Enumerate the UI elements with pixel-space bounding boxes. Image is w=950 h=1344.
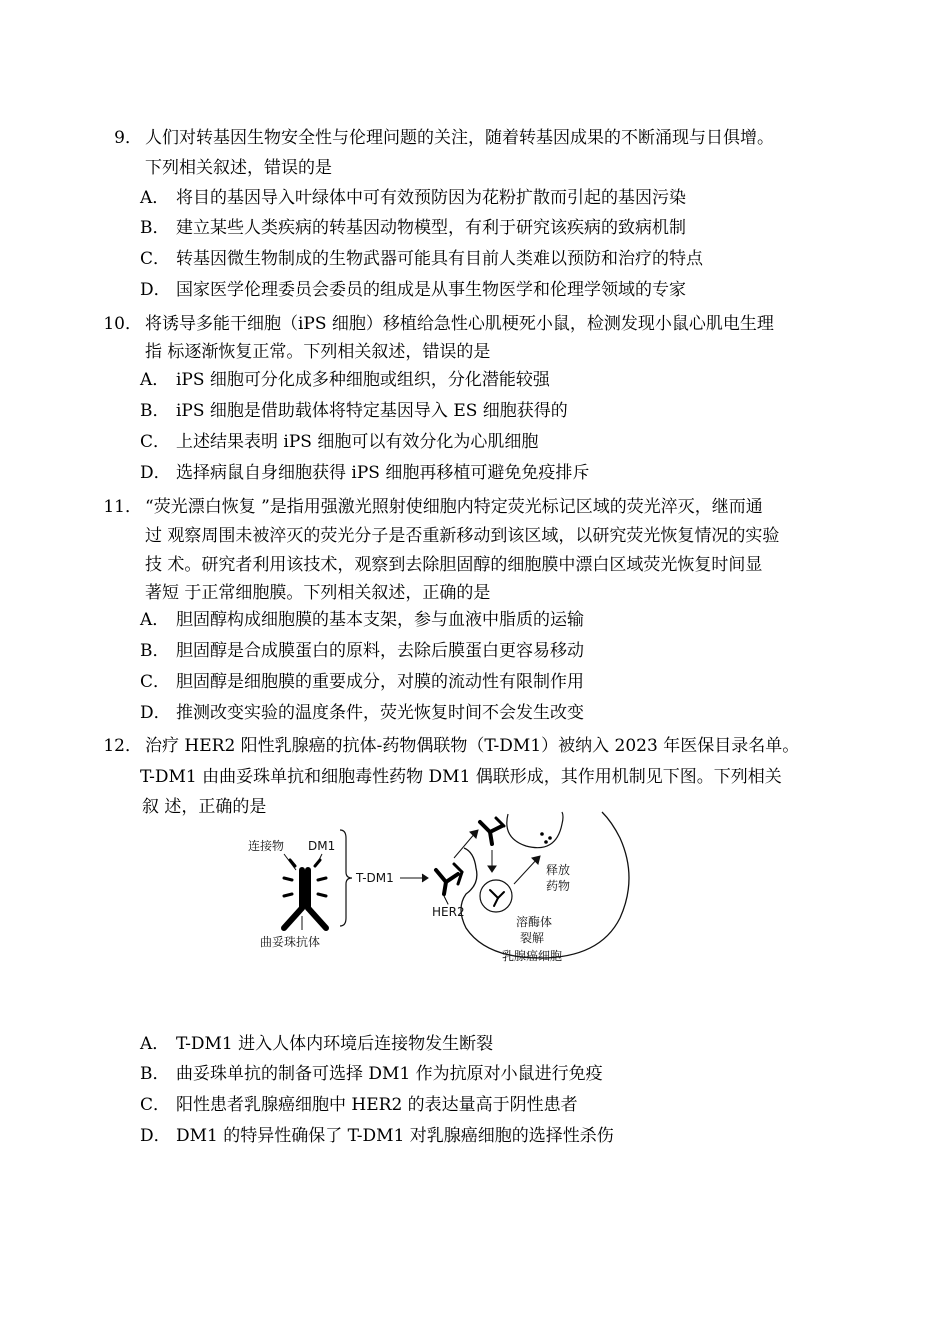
option-text: iPS 细胞是借助载体将特定基因导入 ES 细胞获得的 bbox=[176, 401, 568, 421]
linker-label: 连接物 bbox=[248, 839, 285, 853]
question-11-number: 11． bbox=[103, 497, 142, 517]
cell-label: 乳腺癌细胞 bbox=[502, 949, 563, 963]
question-12-option-c bbox=[140, 1094, 578, 1116]
question-12-option-b bbox=[140, 1063, 603, 1085]
her2-receptor-icon bbox=[436, 864, 462, 904]
option-text: 将目的基因导入叶绿体中可有效预防因为花粉扩散而引起的基因污染 bbox=[176, 188, 686, 208]
tdm1-mechanism-diagram bbox=[240, 808, 660, 978]
question-9-option-b bbox=[140, 217, 686, 239]
question-12-stem-line-3: 叙 述，正确的是 bbox=[142, 797, 267, 817]
option-letter: D． bbox=[140, 1126, 171, 1146]
option-letter: C． bbox=[140, 1095, 171, 1115]
question-11-option-a bbox=[140, 609, 584, 631]
option-text: DM1 的特异性确保了 T-DM1 对乳腺癌细胞的选择性杀伤 bbox=[176, 1126, 614, 1146]
option-text: 阳性患者乳腺癌细胞中 HER2 的表达量高于阴性患者 bbox=[176, 1095, 578, 1115]
option-text: 曲妥珠单抗的制备可选择 DM1 作为抗原对小鼠进行免疫 bbox=[176, 1064, 603, 1084]
option-letter: B． bbox=[140, 401, 170, 421]
released-drug-dots bbox=[540, 832, 552, 844]
option-letter: D． bbox=[140, 280, 171, 300]
option-letter: C． bbox=[140, 249, 171, 269]
question-10-option-b bbox=[140, 400, 568, 422]
question-9-stem-line-2: 下列相关叙述，错误的是 bbox=[145, 158, 332, 178]
release-label-1: 释放 bbox=[546, 863, 571, 877]
option-text: iPS 细胞可分化成多种细胞或组织，分化潜能较强 bbox=[176, 370, 550, 390]
question-9-number: 9． bbox=[114, 128, 142, 148]
antibody-conjugate-icon bbox=[284, 860, 326, 928]
question-10-option-c bbox=[140, 431, 538, 453]
question-10-option-a bbox=[140, 369, 550, 391]
arrow-internalize bbox=[454, 830, 478, 858]
dm1-label: DM1 bbox=[308, 839, 336, 853]
bracket bbox=[340, 830, 352, 926]
lysosome-label-2: 裂解 bbox=[520, 931, 545, 945]
her2-label: HER2 bbox=[432, 905, 465, 919]
option-letter: B． bbox=[140, 1064, 170, 1084]
arrow-to-receptor bbox=[400, 874, 428, 882]
question-11-stem-line-4: 著短 于正常细胞膜。下列相关叙述，正确的是 bbox=[145, 583, 491, 603]
option-text: T-DM1 进入人体内环境后连接物发生断裂 bbox=[176, 1034, 494, 1054]
option-text: 国家医学伦理委员会委员的组成是从事生物医学和伦理学领域的专家 bbox=[176, 280, 686, 300]
question-9-option-a bbox=[140, 187, 686, 209]
option-letter: D． bbox=[140, 463, 171, 483]
arrow-release bbox=[514, 856, 540, 884]
question-10-number: 10． bbox=[103, 314, 142, 334]
cell-membrane bbox=[461, 812, 629, 958]
option-letter: C． bbox=[140, 432, 171, 452]
question-9-option-c bbox=[140, 248, 703, 270]
arrow-to-lysosome bbox=[488, 850, 496, 872]
question-11-stem-line-1: “荧光漂白恢复 ”是指用强激光照射使细胞内特定荧光标记区域的荧光淬灭，继而通 bbox=[145, 497, 763, 517]
option-text: 建立某些人类疾病的转基因动物模型，有利于研究该疾病的致病机制 bbox=[176, 218, 686, 238]
option-letter: A． bbox=[140, 610, 170, 630]
question-11-option-b bbox=[140, 640, 584, 662]
question-11-option-c bbox=[140, 671, 584, 693]
question-10-stem-line-1: 将诱导多能干细胞（iPS 细胞）移植给急性心肌梗死小鼠，检测发现小鼠心肌电生理 bbox=[145, 314, 774, 334]
question-10-option-d bbox=[140, 462, 589, 484]
question-12-stem-line-1: 治疗 HER2 阳性乳腺癌的抗体-药物偶联物（T-DM1）被纳入 2023 年医保目录名单。 bbox=[145, 736, 800, 756]
internalized-conjugate-icon bbox=[480, 818, 504, 844]
option-text: 推测改变实验的温度条件，荧光恢复时间不会发生改变 bbox=[176, 703, 584, 723]
option-letter: A． bbox=[140, 188, 170, 208]
option-text: 胆固醇是合成膜蛋白的原料，去除后膜蛋白更容易移动 bbox=[176, 641, 584, 661]
lysosome-label-1: 溶酶体 bbox=[516, 915, 553, 929]
antibody-label: 曲妥珠抗体 bbox=[260, 935, 321, 949]
release-label-2: 药物 bbox=[546, 879, 571, 893]
option-text: 选择病鼠自身细胞获得 iPS 细胞再移植可避免免疫排斥 bbox=[176, 463, 590, 483]
question-11-stem-line-2: 过 观察周围未被淬灭的荧光分子是否重新移动到该区域，以研究荧光恢复情况的实验 bbox=[145, 526, 780, 546]
question-12-option-a bbox=[140, 1033, 493, 1055]
option-letter: B． bbox=[140, 218, 170, 238]
option-letter: A． bbox=[140, 370, 170, 390]
option-text: 胆固醇构成细胞膜的基本支架，参与血液中脂质的运输 bbox=[176, 610, 584, 630]
option-letter: B． bbox=[140, 641, 170, 661]
question-11-option-d bbox=[140, 702, 584, 724]
question-12-stem-line-2: T-DM1 由曲妥珠单抗和细胞毒性药物 DM1 偶联形成，其作用机制见下图。下列相关 bbox=[140, 767, 782, 787]
lysosome-content-icon bbox=[490, 890, 504, 906]
option-text: 转基因微生物制成的生物武器可能具有目前人类难以预防和治疗的特点 bbox=[176, 249, 703, 269]
question-12-option-d bbox=[140, 1125, 614, 1147]
question-11-stem-line-3: 技 术。研究者利用该技术，观察到去除胆固醇的细胞膜中漂白区域荧光恢复时间显 bbox=[145, 555, 763, 575]
tdm1-label: T-DM1 bbox=[356, 871, 394, 885]
option-letter: D． bbox=[140, 703, 171, 723]
question-9-option-d bbox=[140, 279, 686, 301]
endocytic-pit bbox=[507, 812, 563, 848]
question-10-stem-line-2: 指 标逐渐恢复正常。下列相关叙述，错误的是 bbox=[145, 342, 491, 362]
option-letter: C． bbox=[140, 672, 171, 692]
option-letter: A． bbox=[140, 1034, 170, 1054]
option-text: 上述结果表明 iPS 细胞可以有效分化为心肌细胞 bbox=[176, 432, 539, 452]
question-12-number: 12． bbox=[103, 736, 142, 756]
question-9-stem-line-1: 人们对转基因生物安全性与伦理问题的关注，随着转基因成果的不断涌现与日俱增。 bbox=[145, 128, 774, 148]
option-text: 胆固醇是细胞膜的重要成分，对膜的流动性有限制作用 bbox=[176, 672, 584, 692]
